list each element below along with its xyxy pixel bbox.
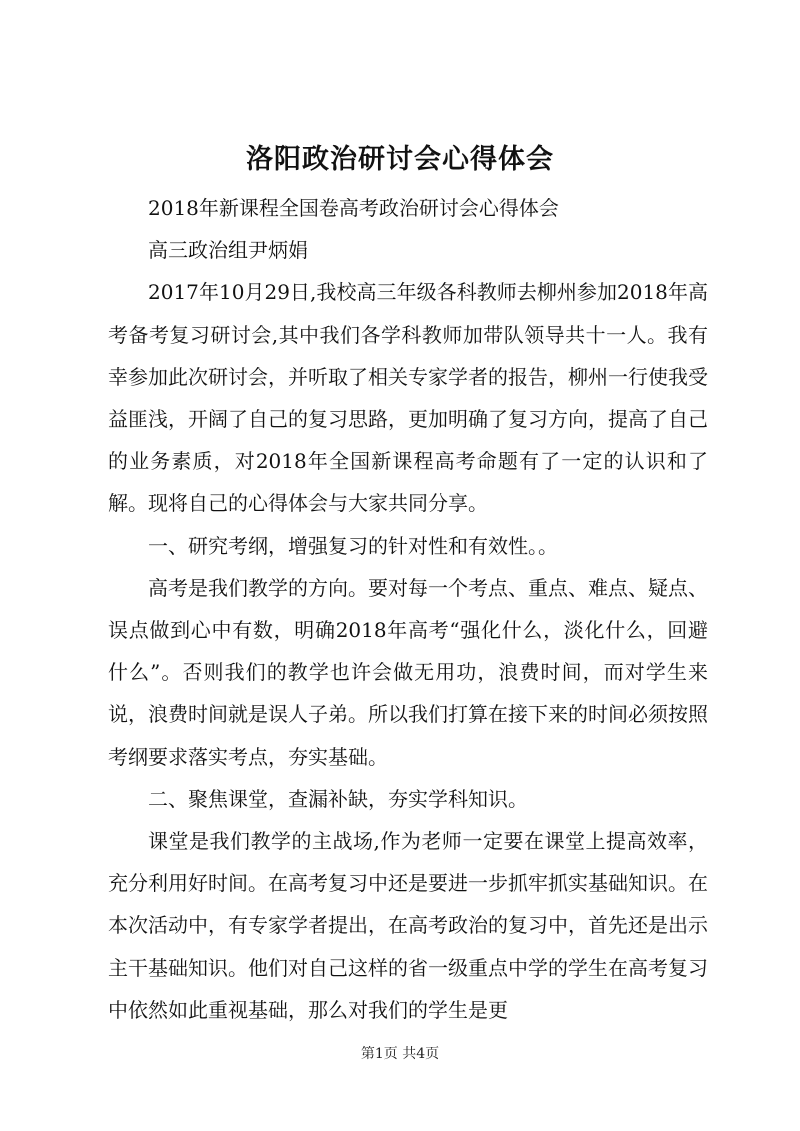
subtitle-paragraph: 2018年新课程全国卷高考政治研讨会心得体会	[148, 196, 559, 220]
page-number-footer: 第1页 共4页	[360, 1046, 440, 1062]
section-heading-1: 一、研究考纲，增强复习的针对性和有效性。。	[148, 533, 558, 558]
section-heading-2: 二、聚焦课堂，查漏补缺，夯实学科知识。	[148, 786, 528, 811]
author-paragraph: 高三政治组尹炳娟	[148, 238, 308, 263]
document-body	[108, 187, 708, 1031]
document-title: 洛阳政治研讨会心得体会	[246, 144, 554, 175]
section-paragraph-2: 课堂是我们教学的主战场,作为老师一定要在课堂上提高效率，充分利用好时间。在高考复习中还是要进一步抓牢抓实基础知识。在本次活动中，有专家学者提出，在高考政治的复习中，首先还是出示主干基础知识。他们对自己这样的省一级重点中学的学生在高考复习中依然如此重视基础，那么对我们的学生是更	[108, 829, 708, 1022]
intro-paragraph: 2017年10月29日,我校高三年级各科教师去柳州参加2018年高考备考复习研讨会,其中我们各学科教师加带队领导共十一人。我有幸参加此次研讨会，并听取了相关专家学者的报告，柳州一行使我受益匪浅，开阔了自己的复习思路，更加明确了复习方向，提高了自己的业务素质，对2018年全国新课程高考命题有了一定的认识和了解。现将自己的心得体会与大家共同分享。	[108, 280, 708, 516]
section-paragraph-1: 高考是我们教学的方向。要对每一个考点、重点、难点、疑点、误点做到心中有数，明确2018年高考“强化什么，淡化什么，回避什么”。否则我们的教学也许会做无用功，浪费时间，而对学生来说，浪费时间就是误人子弟。所以我们打算在接下来的时间必须按照考纲要求落实考点，夯实基础。	[108, 575, 708, 769]
